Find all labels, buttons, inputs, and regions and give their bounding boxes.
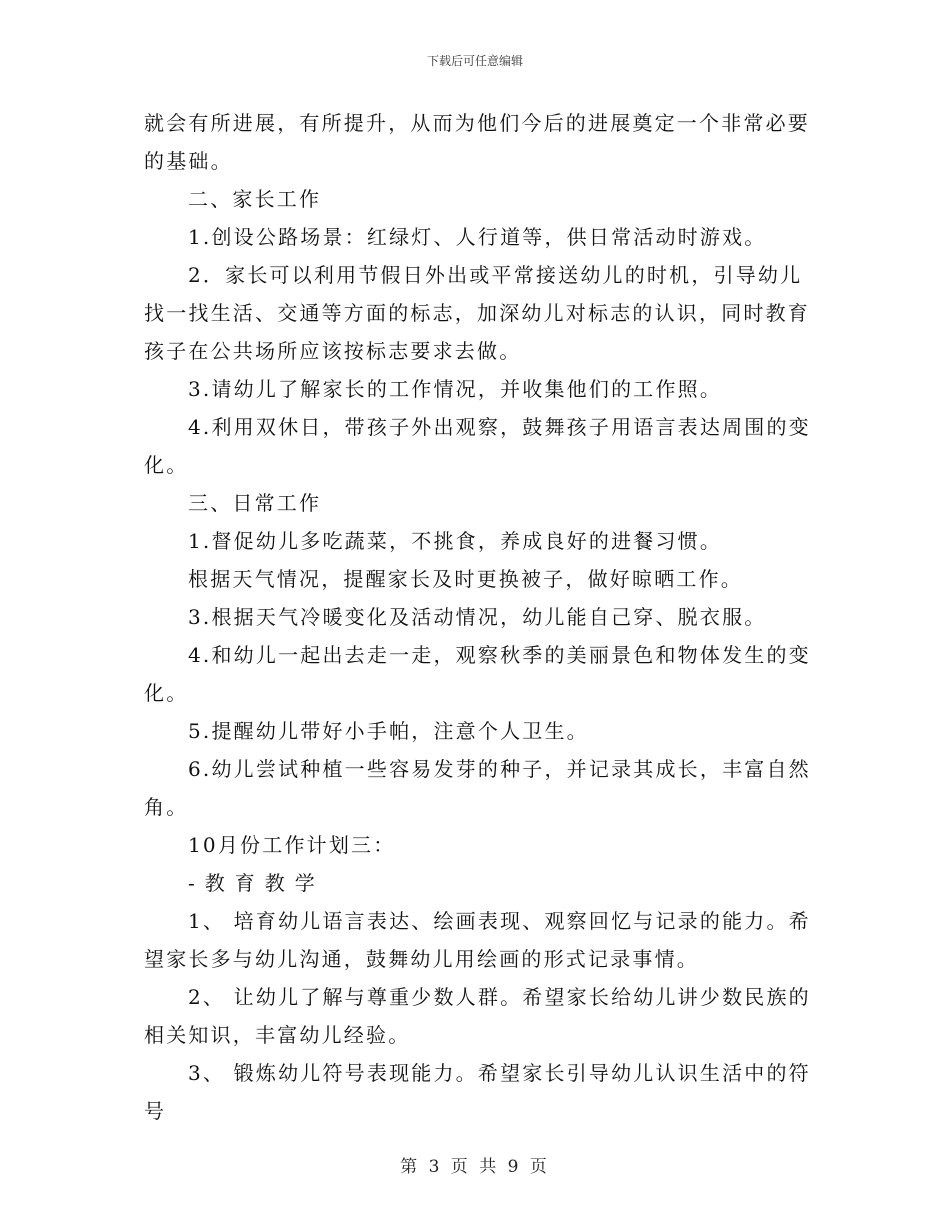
paragraph: 4.和幼儿一起出去走一走，观察秋季的美丽景色和物体发生的变化。 (144, 643, 811, 705)
document-body (144, 104, 820, 1130)
paragraph: 2、 让幼儿了解与尊重少数人群。希望家长给幼儿讲少数民族的相关知识，丰富幼儿经验。 (144, 985, 811, 1047)
section-heading-parent-work: 二、家长工作 (188, 187, 322, 211)
page-footer: 第 3 页 共 9 页 (400, 1157, 550, 1177)
paragraph: 根据天气情况，提醒家长及时更换被子，做好晾晒工作。 (188, 567, 743, 591)
paragraph: 1.督促幼儿多吃蔬菜，不挑食，养成良好的进餐习惯。 (188, 529, 723, 553)
paragraph: 3.请幼儿了解家长的工作情况，并收集他们的工作照。 (188, 377, 723, 401)
paragraph: 2．家长可以利用节假日外出或平常接送幼儿的时机，引导幼儿找一找生活、交通等方面的标志，加深幼儿对标志的认识，同时教育孩子在公共场所应该按标志要求去做。 (144, 263, 810, 363)
paragraph: 5.提醒幼儿带好小手帕，注意个人卫生。 (188, 719, 589, 743)
paragraph: 3、 锻炼幼儿符号表现能力。希望家长引导幼儿认识生活中的符号 (144, 1061, 811, 1123)
plan-title: 10月份工作计划三： (188, 833, 396, 857)
section-heading-daily-work: 三、日常工作 (188, 491, 322, 515)
section-heading-teaching: -教育教学 (188, 871, 325, 895)
paragraph: 4.利用双休日，带孩子外出观察，鼓舞孩子用语言表达周围的变化。 (144, 415, 811, 477)
paragraph: 3.根据天气冷暖变化及活动情况，幼儿能自己穿、脱衣服。 (188, 605, 767, 629)
paragraph: 1.创设公路场景：红绿灯、人行道等，供日常活动时游戏。 (188, 225, 767, 249)
paragraph: 1、 培育幼儿语言表达、绘画表现、观察回忆与记录的能力。希望家长多与幼儿沟通，鼓舞幼儿用绘画的形式记录事情。 (144, 909, 811, 971)
header-note: 下载后可任意编辑 (426, 54, 523, 68)
paragraph: 6.幼儿尝试种植一些容易发芽的种子，并记录其成长，丰富自然角。 (144, 757, 811, 819)
paragraph-continuation: 就会有所进展，有所提升，从而为他们今后的进展奠定一个非常必要的基础。 (144, 111, 810, 173)
